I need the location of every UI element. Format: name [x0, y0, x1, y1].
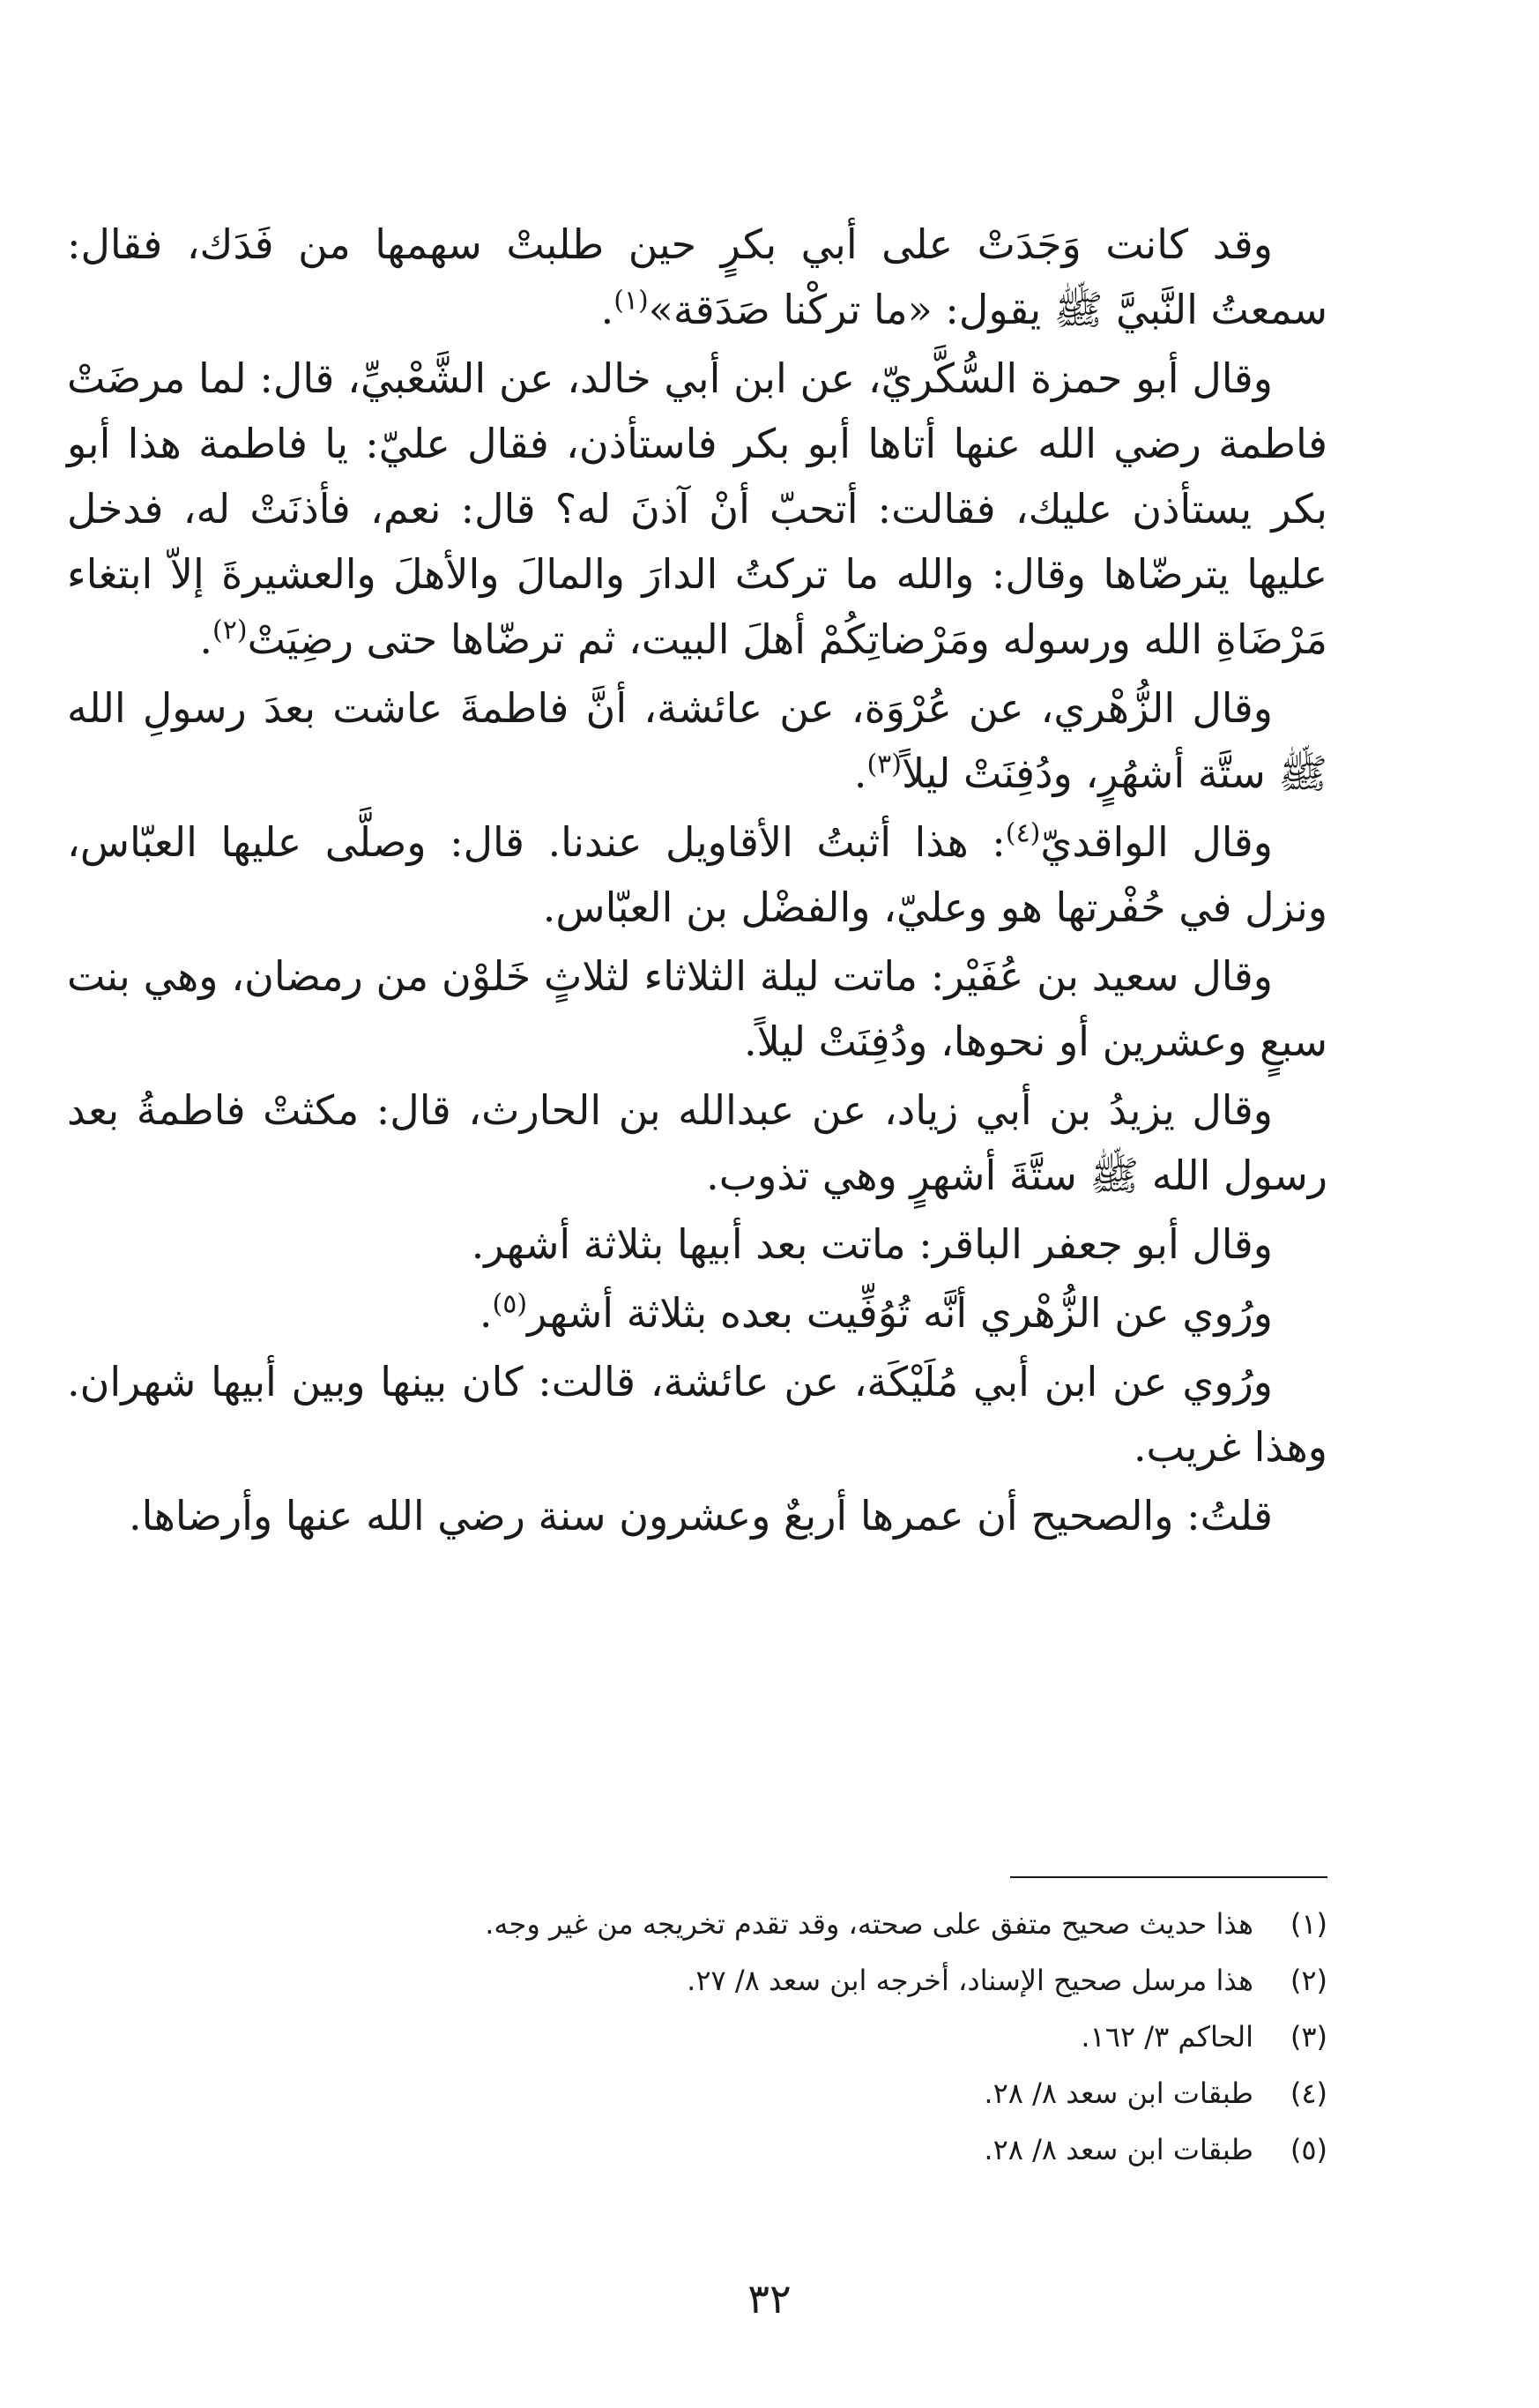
footnote [67, 1896, 1327, 1952]
footnote-divider [1010, 1876, 1327, 1878]
footnote-ref: (٥) [492, 1288, 528, 1320]
paragraph-text: وقد كانت وَجَدَتْ على أبي بكرٍ حين طلبتْ سهمها من فَدَك، فقال: سمعتُ النَّبيَّ ﷺ يقول: «ما تركْنا صَدَقة» [67, 220, 1327, 333]
footnote-number: (٤) [1290, 2076, 1327, 2110]
footnote-number: (٣) [1290, 2020, 1327, 2054]
paragraph [67, 675, 1327, 806]
footnotes [67, 1896, 1327, 2178]
paragraph-text: وقال الزُّهْري، عن عُرْوَة، عن عائشة، أنَّ فاطمةَ عاشت بعدَ رسولِ الله ﷺ ستَّة أشهُرٍ، ودُفِنَتْ ليلاً [67, 684, 1327, 797]
paragraph-text: ورُوي عن ابن أبي مُلَيْكَة، عن عائشة، قالت: كان بينها وبين أبيها شهران. وهذا غريب. [67, 1358, 1327, 1471]
footnote-text: هذا مرسل صحيح الإسناد، أخرجه ابن سعد ٨/ ٢٧. [687, 1964, 1253, 1997]
page-number: ٣٢ [747, 2275, 792, 2322]
paragraph-text: وقال يزيدُ بن أبي زياد، عن عبدالله بن الحارث، قال: مكثتْ فاطمةُ بعد رسول الله ﷺ ستَّةَ أشهرٍ وهي تذوب. [67, 1086, 1327, 1199]
paragraph [67, 1483, 1327, 1548]
paragraph [67, 212, 1327, 342]
paragraph-tail: . [853, 749, 867, 797]
paragraph-text: ورُوي عن الزُّهْري أنَّه تُوُفِّيت بعده بثلاثة أشهر [527, 1289, 1273, 1337]
footnote-number: (٥) [1290, 2133, 1327, 2166]
paragraph [67, 809, 1327, 940]
paragraph [67, 943, 1327, 1074]
paragraph [67, 1349, 1327, 1480]
footnote [67, 1952, 1327, 2009]
paragraph [67, 1211, 1327, 1277]
main-text [67, 212, 1327, 1552]
paragraph-text: وقال أبو حمزة السُّكَّريّ، عن ابن أبي خالد، عن الشَّعْبيِّ، قال: لما مرضَتْ فاطمة رضي الله عنها أتاها أبو بكر فاستأذن، فقال عليّ: يا فاطمة هذا أبو بكر يستأذن عليك، فقالت: أتحبّ أنْ آذنَ له؟ قال: نعم، فأذنَتْ له، فدخل عليها يترضّاها وقال: والله ما تركتُ الدارَ والمالَ والأهلَ والعشيرةَ إلاّ ابتغاء مَرْضَاةِ الله ورسوله ومَرْضاتِكُمْ أهلَ البيت، ثم ترضّاها حتى رضِيَتْ [67, 354, 1327, 663]
paragraph-text: وقال الواقديّ [1040, 818, 1273, 866]
footnote [67, 2121, 1327, 2178]
paragraph-text: وقال أبو جعفر الباقر: ماتت بعد أبيها بثلاثة أشهر. [471, 1220, 1273, 1268]
paragraph-tail: : هذا أثبتُ الأقاويل عندنا. قال: وصلَّى عليها العبّاس، ونزل في حُفْرتها هو وعليّ، والفضْل بن العبّاس. [67, 818, 1327, 931]
footnote-text: هذا حديث صحيح متفق على صحته، وقد تقدم تخريجه من غير وجه. [485, 1907, 1253, 1941]
paragraph-text: قلتُ: والصحيح أن عمرها أربعٌ وعشرون سنة رضي الله عنها وأرضاها. [129, 1492, 1273, 1539]
footnote [67, 2009, 1327, 2065]
footnote-text: طبقات ابن سعد ٨/ ٢٨. [984, 2076, 1253, 2110]
footnote-ref: (٤) [1005, 817, 1041, 849]
paragraph-tail: . [199, 615, 213, 663]
footnote-ref: (٣) [866, 749, 903, 780]
paragraph-tail: . [479, 1289, 493, 1337]
footnote-ref: (٢) [212, 615, 248, 646]
footnote [67, 2065, 1327, 2121]
paragraph-tail: . [600, 286, 614, 333]
footnote-number: (١) [1290, 1907, 1327, 1941]
paragraph-text: وقال سعيد بن عُفَيْر: ماتت ليلة الثلاثاء لثلاثٍ خَلوْن من رمضان، وهي بنت سبعٍ وعشرين أو نحوها، ودُفِنَتْ ليلاً. [67, 952, 1327, 1065]
footnote-ref: (١) [613, 285, 649, 317]
paragraph [67, 346, 1327, 672]
footnote-number: (٢) [1290, 1964, 1327, 1997]
footnote-text: طبقات ابن سعد ٨/ ٢٨. [984, 2133, 1253, 2166]
paragraph [67, 1280, 1327, 1346]
paragraph [67, 1077, 1327, 1208]
footnote-text: الحاكم ٣/ ١٦٢. [1081, 2020, 1253, 2054]
